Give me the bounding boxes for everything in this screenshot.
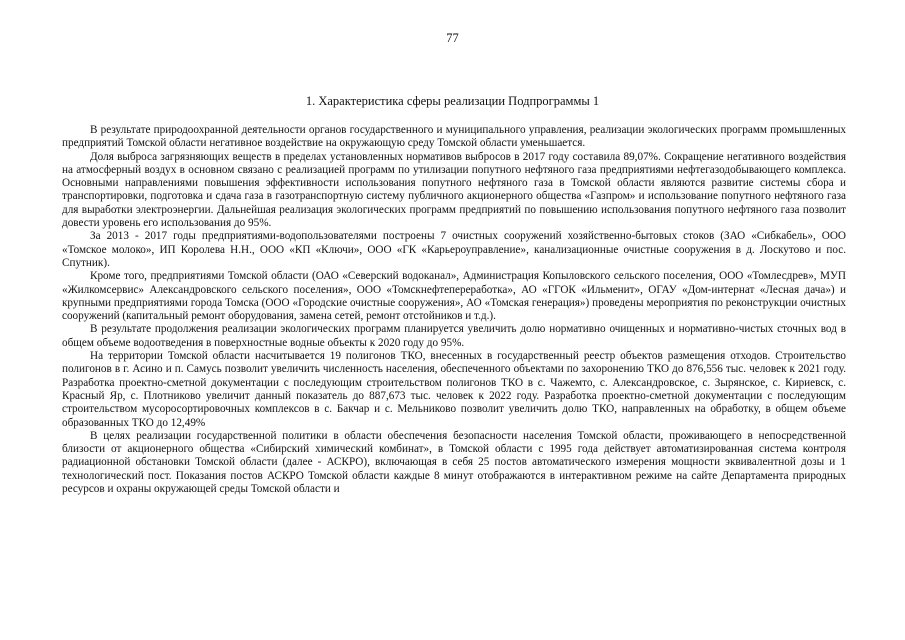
paragraph: На территории Томской области насчитывается 19 полигонов ТКО, внесенных в государственный реестр объектов размещения отходов. Строительство полигонов в г. Асино и п. Самусь позволит увеличить численность населения, обеспеченного объектами по захоронению ТКО до 876,556 тыс. человек к 2021 году. Разработка проектно-сметной документации с последующим строительством полигонов ТКО в с. Чажемто, с. Александровское, с. Зырянское, с. Кириевск, с. Красный Яр, с. Плотниково увеличит данный показатель до 887,673 тыс. человек к 2022 году. Разработка проектно-сметной документации с последующим строительством мусоросортировочных комплексов в с. Бакчар и с. Мельниково позволит увеличить долю ТКО, направленных на обработку, в общем объеме образованных ТКО до 12,49% bbox=[62, 350, 846, 429]
paragraph: Доля выброса загрязняющих веществ в пределах установленных нормативов выбросов в 2017 году составила 89,07%. Сокращение негативного воздействия на атмосферный воздух в основном связано с реализацией программ по утилизации попутного нефтяного газа предприятиями нефтегазодобывающего комплекса. Основными направлениями повышения эффективности использования попутного нефтяного газа в Томской области являются развитие системы сбора и транспортировки, подготовка и сдача газа в газотранспортную систему публичного акционерного общества «Газпром» и использование попутного нефтяного газа для выработки электроэнергии. Дальнейшая реализация экологических программ предприятий по повышению использования попутного нефтяного газа позволит довести уровень его использования до 95%. bbox=[62, 150, 846, 230]
section-title: 1. Характеристика сферы реализации Подпрограммы 1 bbox=[305, 94, 600, 108]
paragraph: Кроме того, предприятиями Томской области (ОАО «Северский водоканал», Администрация Копыловского сельского поселения, ООО «Томлесдрев», МУП «Жилкомсервис» Александровского сельского поселения», ООО «Томскнефтепереработка», АО «ГГОК «Ильменит», ОГАУ «Дом-интернат «Лесная дача») и крупными предприятиями города Томска (ООО «Городские очистные сооружения», АО «Томская генерация») проведены мероприятия по реконструкции очистных сооружений (капитальный ремонт оборудования, замена сетей, ремонт отстойников и т.д.). bbox=[62, 270, 846, 323]
body-text bbox=[62, 124, 846, 496]
paragraph: За 2013 - 2017 годы предприятиями-водопользователями построены 7 очистных сооружений хозяйственно-бытовых стоков (ЗАО «Сибкабель», ООО «Томское молоко», ИП Королева Н.Н., ООО «КП «Ключи», ООО «ГК «Карьероуправление», канализационные очистные сооружения в д. Лоскутово и пос. Спутник). bbox=[62, 230, 846, 269]
paragraph: В целях реализации государственной политики в области обеспечения безопасности населения Томской области, проживающего в непосредственной близости от акционерного общества «Сибирский химический комбинат», в Томской области с 1995 года действует автоматизированная система контроля радиационной обстановки Томской области (далее - АСКРО), включающая в себя 25 постов автоматического измерения мощности эквивалентной дозы и 1 технологический пост. Показания постов АСКРО Томской области каждые 8 минут отображаются в интерактивном режиме на сайте Департамента природных ресурсов и охраны окружающей среды Томской области и bbox=[62, 429, 846, 496]
paragraph: В результате природоохранной деятельности органов государственного и муниципального управления, реализации экологических программ промышленных предприятий Томской области негативное воздействие на окружающую среду Томской области уменьшается. bbox=[62, 124, 846, 150]
page-number: 77 bbox=[446, 31, 459, 45]
paragraph: В результате продолжения реализации экологических программ планируется увеличить долю нормативно очищенных и нормативно-чистых сточных вод в общем объеме водоотведения в поверхностные водные объекты к 2020 году до 95%. bbox=[62, 323, 846, 349]
